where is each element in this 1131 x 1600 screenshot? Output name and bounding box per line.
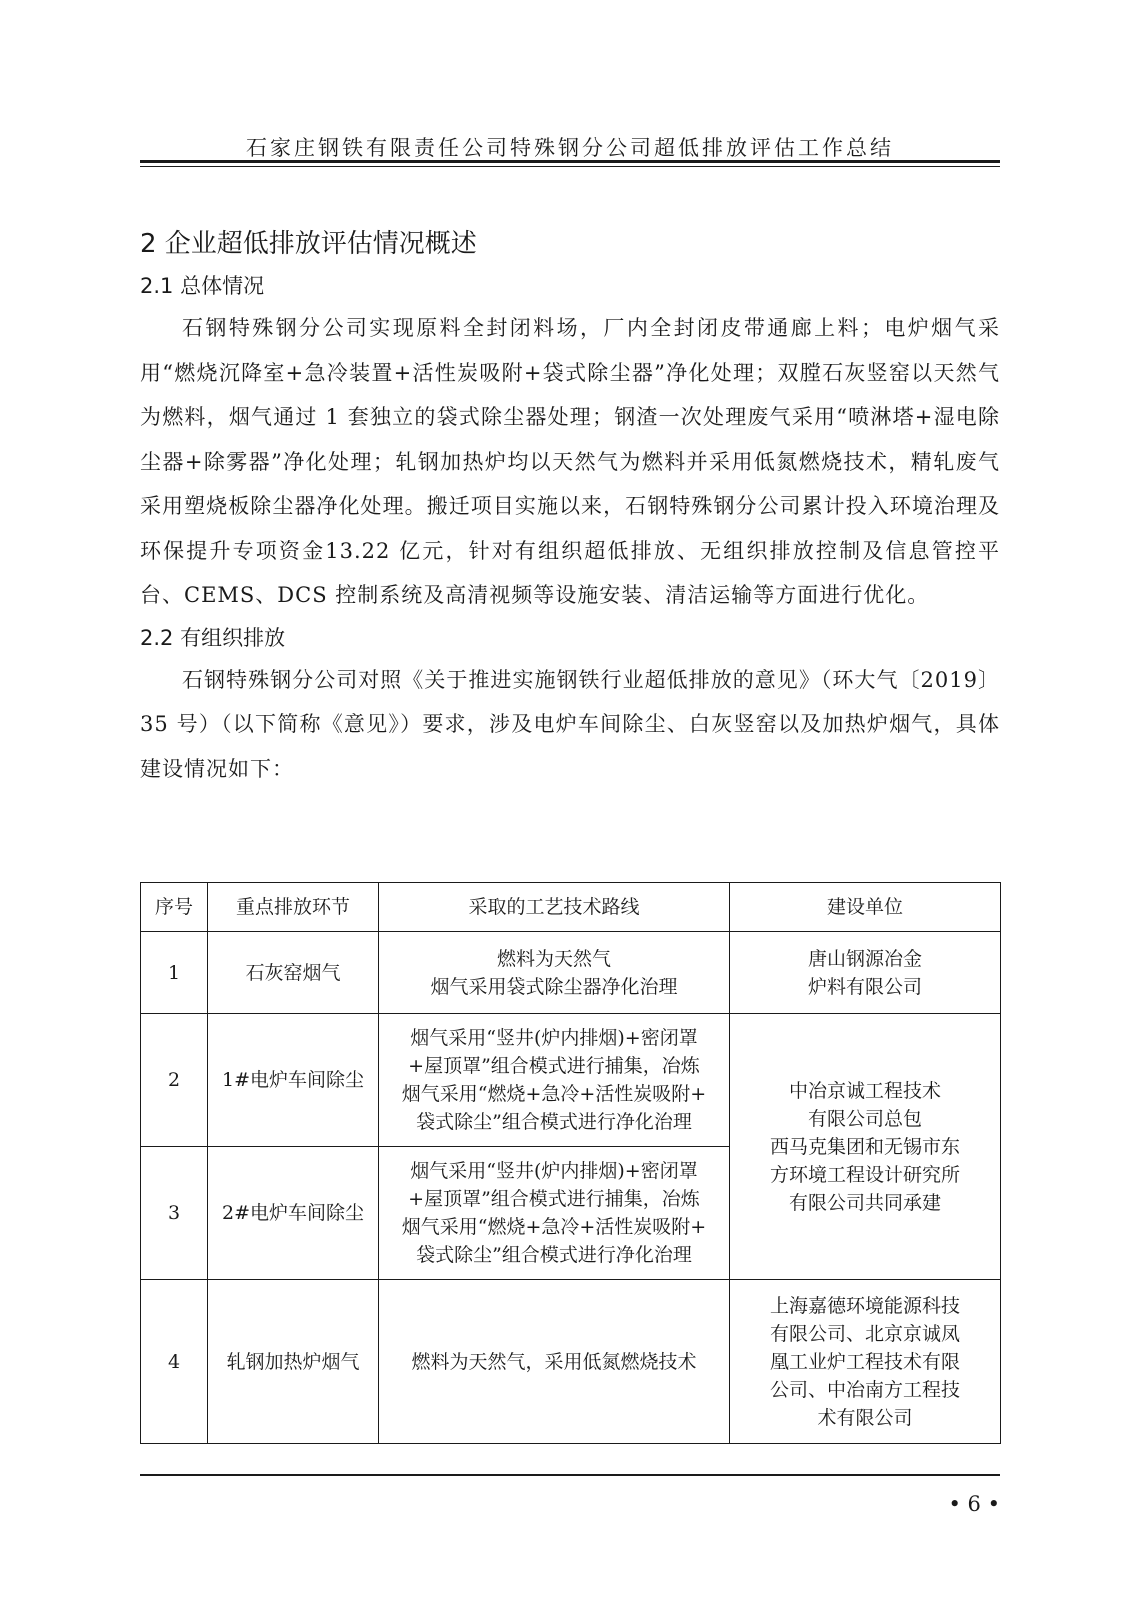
col-header-tech: 采取的工艺技术路线 [379, 883, 730, 932]
row-link: 1#电炉车间除尘 [208, 1014, 379, 1147]
row-no: 3 [141, 1147, 208, 1280]
col-header-no: 序号 [141, 883, 208, 932]
row-unit-merged [730, 1014, 1001, 1280]
paragraph-overview: 石钢特殊钢分公司实现原料全封闭料场，厂内全封闭皮带通廊上料；电炉烟气采用“燃烧沉降室+急冷装置+活性炭吸附+袋式除尘器”净化处理；双膛石灰竖窑以天然气为燃料，烟气通过 1 套独立的袋式除尘器处理；钢渣一次处理废气采用“喷淋塔+湿电除尘器+除雾器”净化处理；轧钢加热炉均以天然气为燃料并采用低氮燃烧技术，精轧废气采用塑烧板除尘器净化处理。搬迁项目实施以来，石钢特殊钢分公司累计投入环境治理及环保提升专项资金13.22 亿元，针对有组织超低排放、无组织排放控制及信息管控平台、CEMS、DCS 控制系统及高清视频等设施安装、清洁运输等方面进行优化。 [140, 316, 1000, 607]
emission-table [140, 882, 1001, 1444]
table-row [141, 1280, 1001, 1444]
row-tech [379, 1014, 730, 1147]
row-tech [379, 1147, 730, 1280]
unit-line: 中冶京诚工程技术 [788, 1079, 941, 1102]
unit-line: 方环境工程设计研究所 [769, 1163, 960, 1186]
row-no: 1 [141, 932, 208, 1014]
col-header-link: 重点排放环节 [208, 883, 379, 932]
tech-line: 烟气采用“燃烧+急冷+活性炭吸附+ [401, 1083, 707, 1105]
page-number: • 6 • [948, 1492, 1000, 1516]
unit-line: 凰工业炉工程技术有限 [769, 1350, 960, 1373]
tech-line: 烟气采用“竖井(炉内排烟)+密闭罩 [410, 1160, 698, 1182]
row-tech [379, 932, 730, 1014]
tech-line: 烟气采用“竖井(炉内排烟)+密闭罩 [410, 1027, 698, 1049]
tech-line: 袋式除尘”组合模式进行净化治理 [416, 1111, 692, 1133]
tech-line: 烟气采用“燃烧+急冷+活性炭吸附+ [401, 1216, 707, 1238]
subsection-heading-2-1: 2.1 总体情况 [140, 274, 265, 298]
tech-line: 烟气采用袋式除尘器净化治理 [430, 975, 678, 998]
row-unit [730, 1280, 1001, 1444]
row-link: 2#电炉车间除尘 [208, 1147, 379, 1280]
main-content [140, 222, 1000, 791]
running-header-title: 石家庄钢铁有限责任公司特殊钢分公司超低排放评估工作总结 [246, 136, 894, 160]
row-no: 4 [141, 1280, 208, 1444]
subsection-heading-2-2: 2.2 有组织排放 [140, 625, 286, 650]
tech-line: 燃料为天然气，采用低氮燃烧技术 [411, 1350, 697, 1373]
row-link: 轧钢加热炉烟气 [208, 1280, 379, 1444]
unit-line: 上海嘉德环境能源科技 [769, 1294, 960, 1317]
unit-line: 有限公司共同承建 [788, 1191, 941, 1214]
footer-rule [140, 1474, 1000, 1476]
tech-line: +屋顶罩”组合模式进行捕集，冶炼 [408, 1055, 700, 1077]
unit-line: 炉料有限公司 [807, 975, 922, 998]
unit-line: 术有限公司 [817, 1406, 913, 1429]
unit-line: 唐山钢源冶金 [807, 947, 922, 970]
table-row [141, 1014, 1001, 1147]
unit-line: 西马克集团和无锡市东 [769, 1135, 960, 1158]
table-row [141, 932, 1001, 1014]
row-link: 石灰窑烟气 [208, 932, 379, 1014]
unit-line: 有限公司总包 [807, 1107, 922, 1130]
section-heading: 2 企业超低排放评估情况概述 [140, 229, 477, 259]
paragraph-organized-emission: 石钢特殊钢分公司对照《关于推进实施钢铁行业超低排放的意见》（环大气〔2019〕35 号）（以下简称《意见》）要求，涉及电炉车间除尘、白灰竖窑以及加热炉烟气，具体建设情况如下： [140, 667, 1000, 781]
row-unit [730, 932, 1001, 1014]
header-rule-thick [140, 160, 1000, 163]
tech-line: 燃料为天然气 [496, 947, 611, 970]
tech-line: +屋顶罩”组合模式进行捕集，冶炼 [408, 1188, 700, 1210]
unit-line: 公司、中冶南方工程技 [769, 1378, 960, 1401]
tech-line: 袋式除尘”组合模式进行净化治理 [416, 1244, 692, 1266]
row-tech [379, 1280, 730, 1444]
row-no: 2 [141, 1014, 208, 1147]
unit-line: 有限公司、北京京诚凤 [769, 1322, 960, 1345]
col-header-unit: 建设单位 [730, 883, 1001, 932]
header-rule-thin [140, 166, 1000, 167]
table-header-row [141, 883, 1001, 932]
